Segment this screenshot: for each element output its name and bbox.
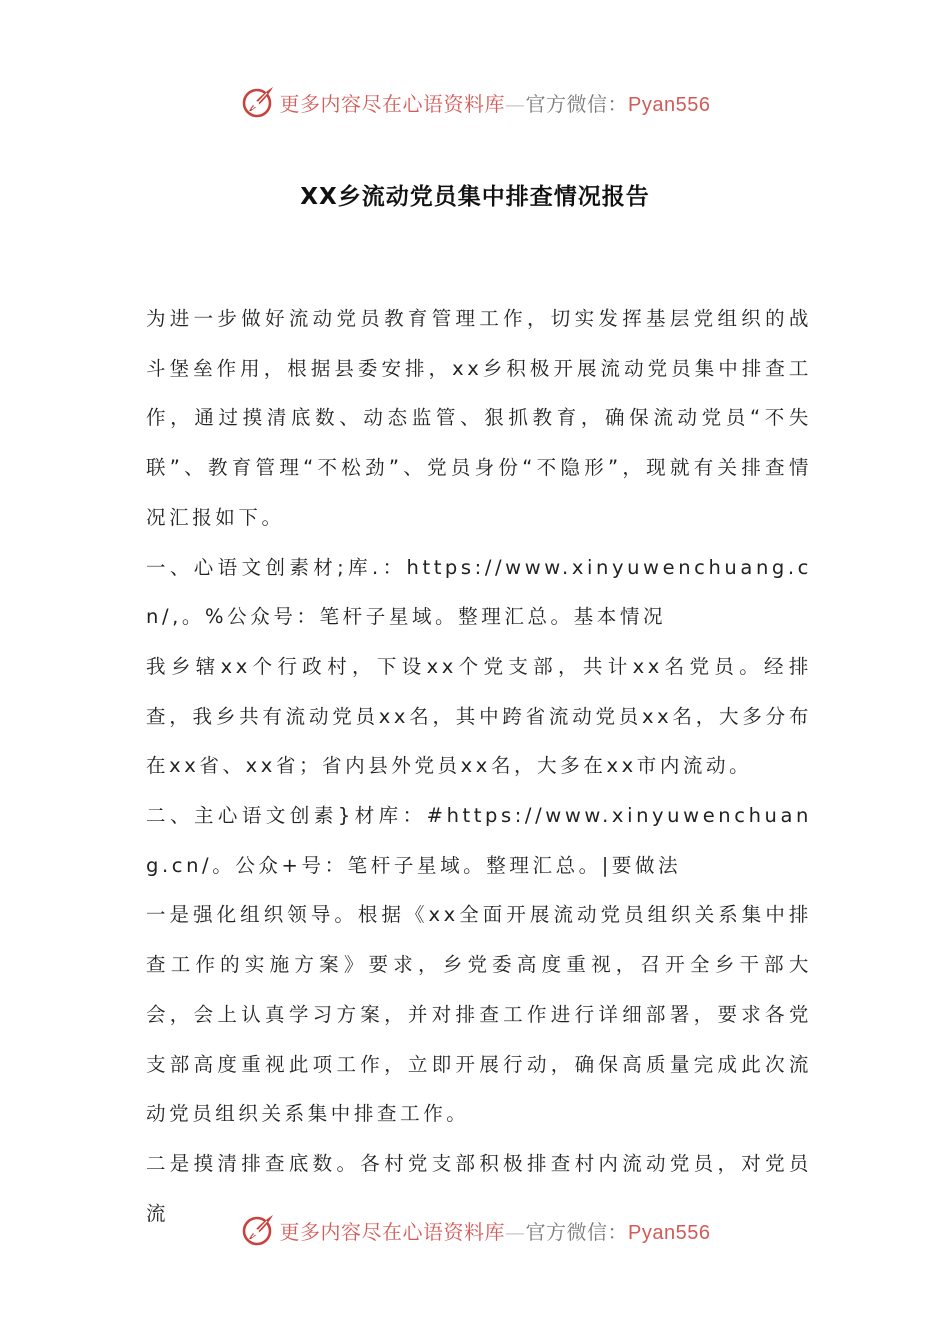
paragraph: 为进一步做好流动党员教育管理工作，切实发挥基层党组织的战斗堡垒作用，根据县委安排，xx乡积极开展流动党员集中排查工作，通过摸清底数、动态监管、狠抓教育，确保流动党员“不失联”、教育管理“不松劲”、党员身份“不隐形”，现就有关排查情况汇报如下。 (146, 307, 812, 529)
watermark-dash: — (505, 1219, 526, 1244)
watermark-wechat-label: 官方微信： (525, 91, 629, 116)
watermark-wechat-id: Pyan556 (628, 93, 711, 116)
footer-watermark (0, 1208, 950, 1252)
header-watermark (0, 80, 950, 124)
watermark-dash: — (505, 91, 526, 116)
watermark-wechat-label: 官方微信： (525, 1219, 629, 1244)
quill-logo-icon (240, 1212, 276, 1248)
document-body (146, 294, 812, 1238)
quill-logo-icon (240, 84, 276, 120)
paragraph: 我乡辖xx个行政村，下设xx个党支部，共计xx名党员。经排查，我乡共有流动党员xx名，其中跨省流动党员xx名，大多分布在xx省、xx省；省内县外党员xx名，大多在xx市内流动。 (146, 654, 812, 778)
document-title: XX乡流动党员集中排查情况报告 (300, 184, 650, 210)
paragraph: 二、主心语文创素}材库：#https://www.xinyuwenchuang.cn/。公众+号：笔杆子星域。整理汇总。|要做法 (146, 804, 812, 877)
paragraph: 二是摸清排查底数。各村党支部积极排查村内流动党员，对党员流 (146, 1151, 812, 1225)
watermark-main-text: 更多内容尽在心语资料库 (279, 91, 506, 116)
paragraph: 一是强化组织领导。根据《xx全面开展流动党员组织关系集中排查工作的实施方案》要求，乡党委高度重视，召开全乡干部大会，会上认真学习方案，并对排查工作进行详细部署，要求各党支部高度重视此项工作，立即开展行动，确保高质量完成此次流动党员组织关系集中排查工作。 (146, 903, 812, 1126)
watermark-main-text: 更多内容尽在心语资料库 (279, 1219, 506, 1244)
watermark-wechat-id: Pyan556 (628, 1221, 711, 1244)
paragraph: 一、心语文创素材;库.：https://www.xinyuwenchuang.cn/,。%公众号：笔杆子星域。整理汇总。基本情况 (146, 555, 812, 629)
